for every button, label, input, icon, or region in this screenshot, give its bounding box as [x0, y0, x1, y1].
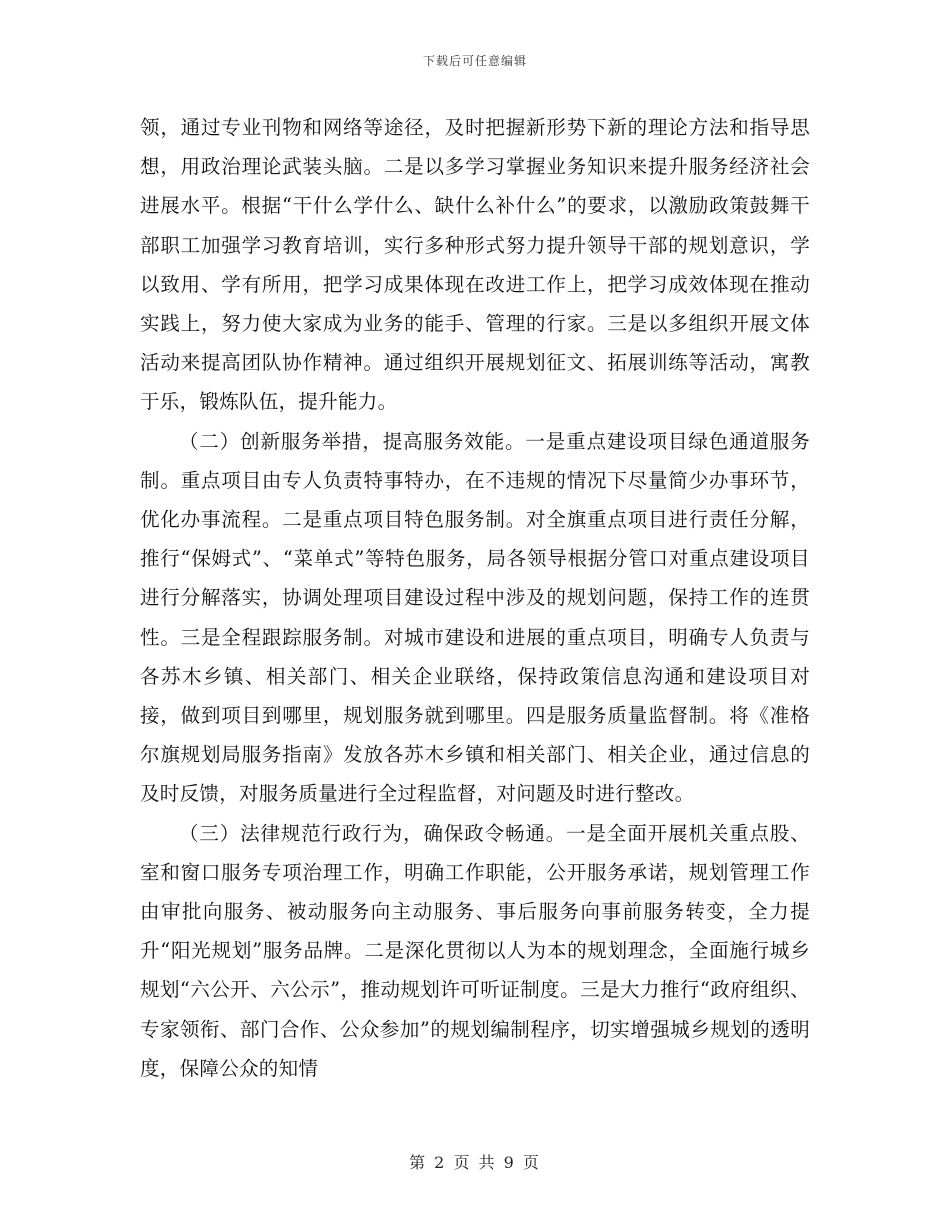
- body-paragraph-1: 领，通过专业刊物和网络等途径，及时把握新形势下新的理论方法和指导思想，用政治理论武装头脑。二是以多学习掌握业务知识来提升服务经济社会进展水平。根据“干什么学什么、缺什么补什么”的要求，以激励政策鼓舞干部职工加强学习教育培训，实行多种形式努力提升领导干部的规划意识，学以致用、学有所用，把学习成果体现在改进工作上，把学习成效体现在推动实践上，努力使大家成为业务的能手、管理的行家。三是以多组织开展文体活动来提高团队协作精神。通过组织开展规划征文、拓展训练等活动，寓教于乐，锻炼队伍，提升能力。: [140, 116, 810, 414]
- document-body: [140, 108, 810, 1088]
- body-paragraph-3: （三）法律规范行政行为，确保政令畅通。一是全面开展机关重点股、室和窗口服务专项治理工作，明确工作职能，公开服务承诺，规划管理工作由审批向服务、被动服务向主动服务、事后服务向事前服务转变，全力提升“阳光规划”服务品牌。二是深化贯彻以人为本的规划理念，全面施行城乡规划“六公开、六公示”，推动规划许可听证制度。三是大力推行“政府组织、专家领衔、部门合作、公众参加”的规划编制程序，切实增强城乡规划的透明度，保障公众的知情: [140, 821, 810, 1080]
- body-paragraph-2: （二）创新服务举措，提高服务效能。一是重点建设项目绿色通道服务制。重点项目由专人负责特事特办，在不违规的情况下尽量简少办事环节，优化办事流程。二是重点项目特色服务制。对全旗重点项目进行责任分解，推行“保姆式”、“菜单式”等特色服务，局各领导根据分管口对重点建设项目进行分解落实，协调处理项目建设过程中涉及的规划问题，保持工作的连贯性。三是全程跟踪服务制。对城市建设和进展的重点项目，明确专人负责与各苏木乡镇、相关部门、相关企业联络，保持政策信息沟通和建设项目对接，做到项目到哪里，规划服务就到哪里。四是服务质量监督制。将《准格尔旗规划局服务指南》发放各苏木乡镇和相关部门、相关企业，通过信息的及时反馈，对服务质量进行全过程监督，对问题及时进行整改。: [140, 429, 810, 806]
- page-number: 第 2 页 共 9 页: [409, 1153, 541, 1172]
- header-note: 下载后可任意编辑: [422, 54, 527, 68]
